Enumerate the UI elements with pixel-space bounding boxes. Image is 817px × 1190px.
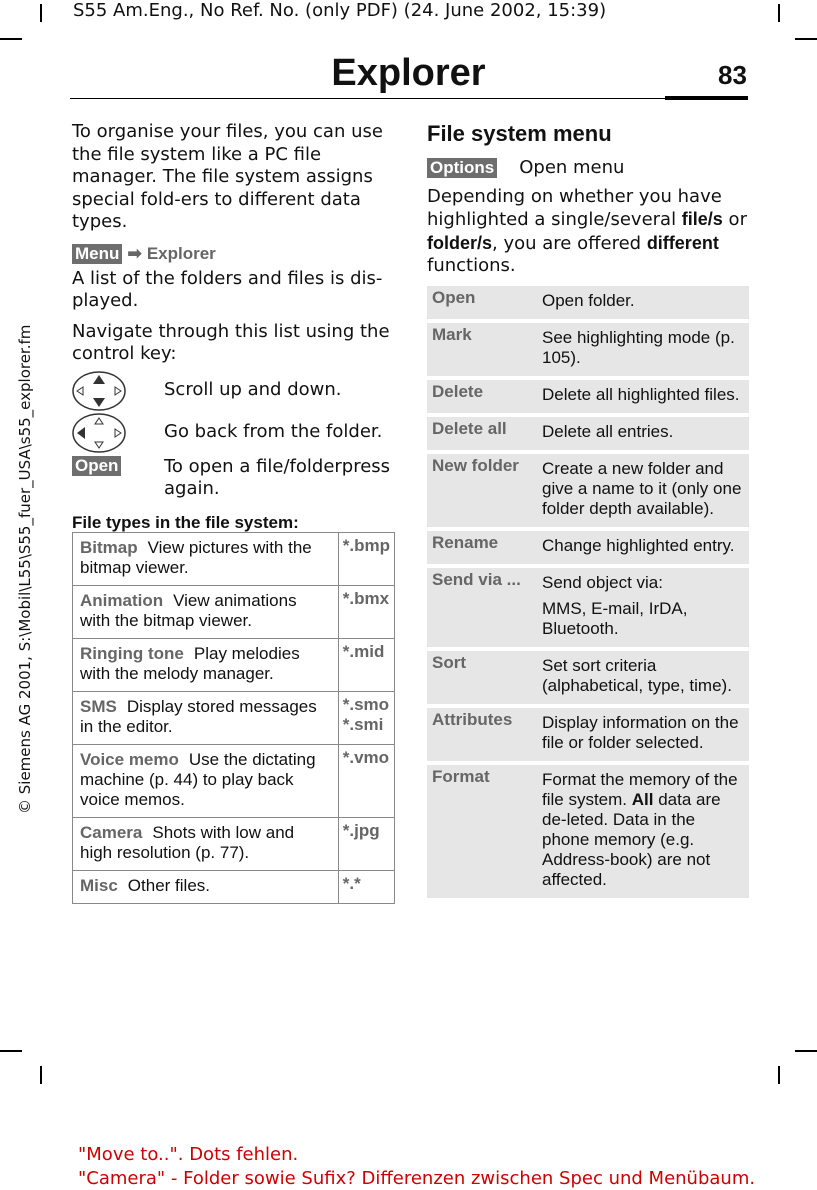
file-type-row — [73, 871, 395, 904]
menu-function-row — [427, 380, 749, 413]
text: different — [646, 232, 719, 253]
text: See highlighting mode (p. 105). — [542, 328, 735, 367]
function-name: Open — [427, 286, 537, 319]
file-type-row — [73, 745, 395, 818]
function-desc — [537, 417, 749, 450]
file-type-desc — [73, 692, 339, 745]
file-extension: *.jpg — [338, 818, 394, 871]
depending-text — [427, 186, 749, 278]
crop-mark — [0, 1050, 22, 1052]
nav-row — [72, 370, 392, 412]
menu-function-row — [427, 417, 749, 450]
menu-path — [72, 244, 392, 264]
file-type-text: View animations with the bitmap viewer. — [80, 591, 297, 630]
right-column — [427, 121, 749, 278]
function-desc — [537, 568, 749, 647]
function-desc — [537, 651, 749, 704]
file-type-text: Play melodies with the melody manager. — [80, 644, 300, 683]
function-desc — [537, 765, 749, 898]
file-type-name: Bitmap — [80, 538, 138, 557]
file-extension: *.mid — [338, 639, 394, 692]
function-desc — [537, 286, 749, 319]
intro-text: To organise your files, you can use the file system like a PC file manager. The file system assigns special fold-ers to different data types. — [72, 121, 383, 232]
file-extension: *.smo *.smi — [338, 692, 394, 745]
function-name: Send via ... — [427, 568, 537, 647]
text: Depending on whether you have highlighted a single/several — [427, 185, 722, 230]
function-desc — [537, 454, 749, 527]
function-desc — [537, 708, 749, 761]
file-type-name: Misc — [80, 876, 118, 895]
text: MMS, E-mail, IrDA, Bluetooth. — [542, 599, 688, 638]
menu-softkey: Menu — [72, 244, 122, 264]
menu-function-row — [427, 454, 749, 527]
text: Delete all highlighted files. — [542, 385, 740, 404]
file-type-text: Shots with low and high resolution (p. 77). — [80, 823, 295, 862]
arrow-icon: ➡ — [127, 243, 142, 263]
crop-mark — [795, 1050, 817, 1052]
file-type-name: Camera — [80, 823, 143, 842]
function-name: New folder — [427, 454, 537, 527]
nav-up-down-icon — [72, 371, 126, 411]
file-extension: *.bmx — [338, 586, 394, 639]
text: folder/s — [427, 232, 493, 253]
file-type-row — [73, 533, 395, 586]
crop-mark — [778, 4, 780, 22]
function-desc — [537, 323, 749, 376]
text: file/s — [681, 209, 723, 229]
list-text: A list of the folders and files is dis-played. — [72, 267, 383, 311]
nav-text: Go back from the folder. — [164, 421, 383, 443]
file-type-text: Display stored messages in the editor. — [80, 697, 317, 736]
function-name: Mark — [427, 323, 537, 376]
page-header: S55 Am.Eng., No Ref. No. (only PDF) (24. June 2002, 15:39) — [73, 0, 607, 21]
navigate-text: Navigate through this list using the control key: — [72, 320, 390, 364]
crop-mark — [40, 1066, 42, 1084]
menu-function-row — [427, 531, 749, 564]
open-row — [72, 456, 392, 501]
file-extension: *.bmp — [338, 533, 394, 586]
file-type-name: SMS — [80, 697, 117, 716]
text: data are de-leted. Data in the phone memory (e.g. Address-book) are not affected. — [542, 790, 721, 889]
page-number: 83 — [718, 60, 747, 90]
file-type-row — [73, 692, 395, 745]
file-type-name: Ringing tone — [80, 644, 184, 663]
file-type-text: View pictures with the bitmap viewer. — [80, 538, 312, 577]
menu-function-row — [427, 323, 749, 376]
crop-mark — [795, 38, 817, 40]
left-column — [72, 121, 392, 533]
function-name: Delete all — [427, 417, 537, 450]
file-type-row — [73, 586, 395, 639]
file-type-desc — [73, 639, 339, 692]
section-heading: File system menu — [427, 121, 612, 146]
function-name: Format — [427, 765, 537, 898]
text: Display information on the file or folder selected. — [542, 713, 739, 752]
crop-mark — [778, 1066, 780, 1084]
menu-function-row — [427, 286, 749, 319]
file-type-row — [73, 818, 395, 871]
title-rule-thick — [665, 96, 748, 100]
text: Format the memory of the file system. — [542, 770, 738, 809]
file-type-desc — [73, 818, 339, 871]
menu-function-row — [427, 765, 749, 898]
text: Create a new folder and give a name to it (only one folder depth available). — [542, 459, 742, 518]
function-name: Rename — [427, 531, 537, 564]
nav-text: Scroll up and down. — [164, 379, 342, 401]
function-desc — [537, 531, 749, 564]
note: "Camera" - Folder sowie Sufix? Differenzen zwischen Spec und Menübaum. — [78, 1168, 756, 1189]
file-type-text: Other files. — [127, 876, 210, 895]
menu-target: Explorer — [146, 243, 216, 263]
text: Open folder. — [542, 291, 635, 310]
file-type-desc — [73, 586, 339, 639]
nav-row — [72, 412, 392, 454]
note: "Move to..". Dots fehlen. — [78, 1144, 299, 1165]
function-name: Sort — [427, 651, 537, 704]
file-type-name: Animation — [80, 591, 164, 610]
title-rule — [70, 98, 666, 99]
options-softkey: Options — [427, 158, 497, 178]
file-types-table — [72, 532, 395, 904]
nav-left-icon — [72, 413, 126, 453]
file-extension: *.* — [338, 871, 394, 904]
open-softkey: Open — [72, 456, 121, 476]
function-name: Attributes — [427, 708, 537, 761]
open-text: To open a file/folderpress again. — [164, 455, 391, 499]
menu-function-row — [427, 708, 749, 761]
text: functions. — [427, 255, 516, 276]
function-desc — [537, 380, 749, 413]
menu-functions-table — [427, 282, 749, 902]
menu-function-row — [427, 568, 749, 647]
options-text: Open menu — [519, 157, 625, 178]
text: , you are offered — [492, 232, 647, 254]
function-name: Delete — [427, 380, 537, 413]
file-type-name: Voice memo — [80, 750, 179, 769]
menu-function-row — [427, 651, 749, 704]
text: Send object via: — [542, 573, 663, 592]
options-row — [427, 157, 749, 180]
text: Set sort criteria (alphabetical, type, time). — [542, 656, 732, 695]
text: Delete all entries. — [542, 422, 674, 441]
file-type-text: Use the dictating machine (p. 44) to play back voice memos. — [80, 750, 316, 809]
file-type-row — [73, 639, 395, 692]
text: Change highlighted entry. — [542, 536, 735, 555]
file-types-heading: File types in the file system: — [72, 512, 299, 532]
file-type-desc — [73, 745, 339, 818]
file-type-desc — [73, 871, 339, 904]
text: All — [631, 790, 654, 809]
file-type-desc — [73, 533, 339, 586]
review-notes — [78, 1143, 755, 1190]
file-extension: *.vmo — [338, 745, 394, 818]
page-title: Explorer — [331, 52, 486, 94]
crop-mark — [0, 38, 22, 40]
sidebar-copyright: © Siemens AG 2001, S:\Mobil\L55\S55_fuer_USA\s55_explorer.fm — [16, 324, 34, 814]
text: or — [722, 209, 747, 230]
crop-mark — [40, 4, 42, 22]
